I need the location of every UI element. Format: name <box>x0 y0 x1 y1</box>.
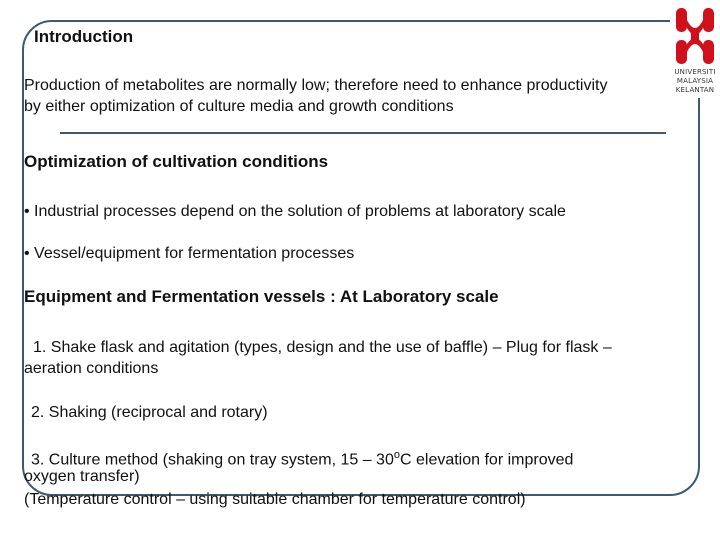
bullet-vessel-equipment: • Vessel/equipment for fermentation processes <box>24 245 355 262</box>
item-1-line-2: aeration conditions <box>24 360 159 377</box>
logo-text-line-2: MALAYSIA <box>676 77 714 85</box>
item-3-line-2: oxygen transfer) <box>24 468 140 485</box>
intro-line-2: by either optimization of culture media and growth conditions <box>24 98 454 115</box>
bullet-industrial-processes: • Industrial processes depend on the solution of problems at laboratory scale <box>24 203 566 220</box>
item-3-line-3: (Temperature control – using suitable chamber for temperature control) <box>24 491 526 508</box>
slide-title: Introduction <box>34 27 134 46</box>
logo-text-line-3: KELANTAN <box>675 86 715 94</box>
item-1-line-1: 1. Shake flask and agitation (types, design and the use of baffle) – Plug for flask – <box>33 339 612 356</box>
section-heading-equipment: Equipment and Fermentation vessels : At Laboratory scale <box>24 287 499 306</box>
divider-line <box>60 132 666 134</box>
umk-logo-emblem-icon <box>670 6 720 68</box>
item-3-text-a: 3. Culture method (shaking on tray system, 15 – 30 <box>31 451 394 469</box>
logo-text-line-1: UNIVERSITI <box>674 68 716 76</box>
item-2: 2. Shaking (reciprocal and rotary) <box>31 404 268 421</box>
section-heading-optimization: Optimization of cultivation conditions <box>24 152 329 171</box>
intro-line-1: Production of metabolites are normally low; therefore need to enhance productivity <box>24 77 608 94</box>
degree-superscript: o <box>393 449 400 461</box>
university-logo <box>670 6 720 98</box>
item-3-text-b: C elevation for improved <box>399 451 574 469</box>
